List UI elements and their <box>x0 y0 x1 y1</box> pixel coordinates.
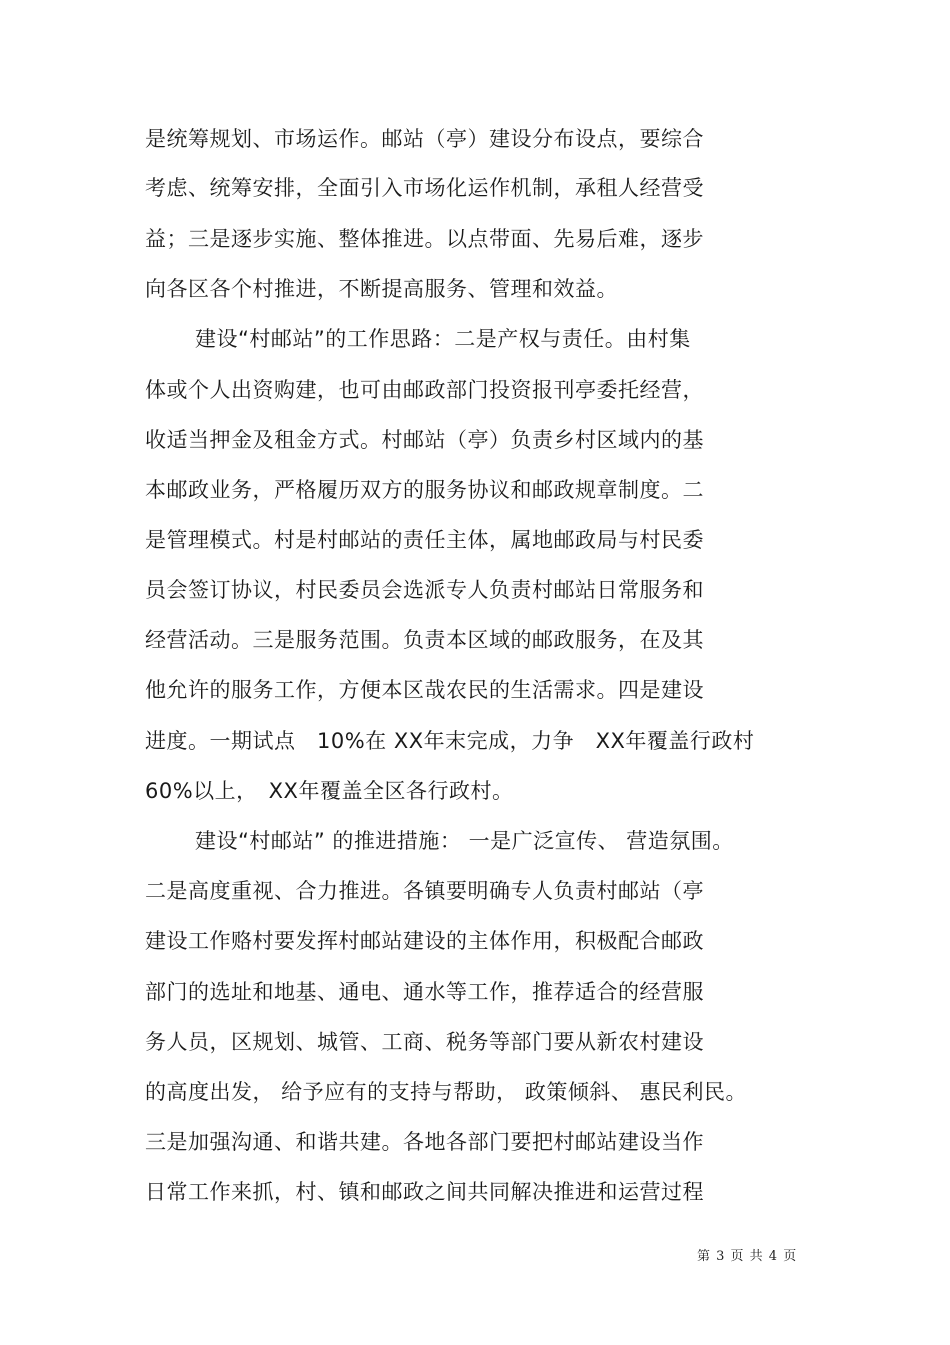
text-line: 部门的选址和地基、通电、通水等工作，推荐适合的经营服 <box>145 980 704 1004</box>
text-line: 60%以上， XX年覆盖全区各行政村。 <box>145 779 514 803</box>
text-line: 收适当押金及租金方式。村邮站（亭）负责乡村区域内的基 <box>145 428 704 452</box>
text-line: 经营活动。三是服务范围。负责本区域的邮政服务，在及其 <box>145 628 704 652</box>
text-line: 他允许的服务工作，方便本区哉农民的生活需求。四是建设 <box>145 678 704 702</box>
paragraph-start-line: 建设“村邮站”的工作思路：二是产权与责任。由村集 <box>195 327 691 351</box>
text-line: 体或个人出资购建，也可由邮政部门投资报刊亭委托经营， <box>145 378 704 402</box>
text-line: 向各区各个村推进，不断提高服务、管理和效益。 <box>145 277 618 301</box>
text-line: 员会签订协议，村民委员会选派专人负责村邮站日常服务和 <box>145 578 704 602</box>
text-line: 建设工作赂村要发挥村邮站建设的主体作用，积极配合邮政 <box>145 929 704 953</box>
text-line: 二是高度重视、合力推进。各镇要明确专人负责村邮站（亭 <box>145 879 704 903</box>
page-number-footer: 第 3 页 共 4 页 <box>697 1249 798 1264</box>
text-line: 务人员，区规划、城管、工商、税务等部门要从新农村建设 <box>145 1030 704 1054</box>
text-line: 益；三是逐步实施、整体推进。以点带面、先易后难，逐步 <box>145 227 704 251</box>
text-line: 日常工作来抓，村、镇和邮政之间共同解决推进和运营过程 <box>145 1180 704 1204</box>
text-line: 考虑、统筹安排，全面引入市场化运作机制，承租人经营受 <box>145 176 704 200</box>
text-line: 的高度出发， 给予应有的支持与帮助， 政策倾斜、 惠民利民。 <box>145 1080 748 1104</box>
paragraph-start-line: 建设“村邮站” 的推进措施： 一是广泛宣传、 营造氛围。 <box>195 829 734 853</box>
text-line: 三是加强沟通、和谐共建。各地各部门要把村邮站建设当作 <box>145 1130 704 1154</box>
text-line: 是管理模式。村是村邮站的责任主体，属地邮政局与村民委 <box>145 528 704 552</box>
text-line: 本邮政业务，严格履历双方的服务协议和邮政规章制度。二 <box>145 478 704 502</box>
text-line: 进度。一期试点 10%在 XX年末完成，力争 XX年覆盖行政村 <box>145 729 755 753</box>
text-line: 是统筹规划、市场运作。邮站（亭）建设分布设点，要综合 <box>145 127 704 151</box>
